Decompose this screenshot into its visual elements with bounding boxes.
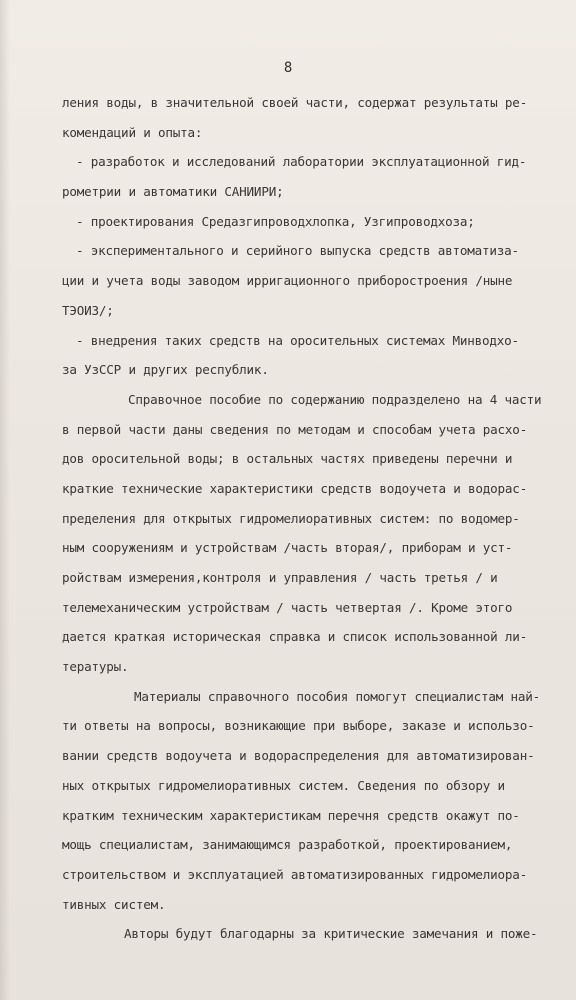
text-line: ТЭОИЗ/; (62, 302, 114, 318)
text-line: за УзССР и других республик. (62, 362, 269, 378)
text-line: - экспериментального и серийного выпуска средств автоматиза- (76, 243, 519, 259)
body-text (62, 88, 568, 949)
page-number: 8 (283, 60, 293, 76)
text-line: строительством и эксплуатацией автоматизированных гидромелиора- (62, 866, 528, 882)
text-line: Авторы будут благодарны за критические замечания и поже- (124, 926, 538, 942)
text-line: ти ответы на вопросы, возникающие при выборе, заказе и использо- (62, 718, 535, 734)
text-line: ным сооружениям и устройствам /часть вторая/, приборам и уст- (62, 540, 513, 556)
text-line: тивных систем. (62, 896, 166, 912)
text-line: ных открытых гидромелиоративных систем. Сведения по обзору и (62, 777, 505, 793)
text-line: - разработок и исследований лаборатории эксплуатационной гид- (76, 154, 527, 170)
text-line: в первой части даны сведения по методам и способам учета расхо- (62, 421, 528, 437)
text-line: пределения для открытых гидромелиоративных систем: по водомер- (62, 510, 520, 526)
text-line: Материалы справочного пособия помогут специалистам най- (134, 688, 541, 704)
text-line: комендаций и опыта: (62, 124, 203, 140)
text-line: - проектирования Средазгипроводхлопка, Узгипроводхоза; (76, 213, 475, 229)
text-line: ройствам измерения,контроля и управления / часть третья / и (62, 570, 498, 585)
text-line: телемеханическим устройствам / часть четвертая /. Кроме этого (62, 599, 513, 615)
text-line: - внедрения таких средств на оросительных системах Минводхо- (76, 332, 519, 348)
text-line: ции и учета воды заводом ирригационного приборостроения /ныне (62, 273, 513, 289)
text-line: мощь специалистам, занимающимся разработкой, проектированием, (62, 837, 513, 853)
text-line: дается краткая историческая справка и список использованной ли- (62, 629, 528, 645)
text-line: рометрии и автоматики САНИИРИ; (62, 184, 284, 200)
text-line: Справочное пособие по содержанию подразделено на 4 части (128, 391, 542, 407)
text-line: краткие технические характеристики средств водоучета и водорас- (62, 480, 528, 496)
text-line: дов оросительной воды; в остальных частях приведены перечни и (62, 451, 513, 467)
text-line: тературы. (62, 659, 129, 675)
text-line: кратким техническим характеристикам перечня средств окажут по- (62, 807, 520, 823)
text-line: вании средств водоучета и водораспределения для автоматизирован- (62, 748, 535, 764)
text-line: ления воды, в значительной своей части, содержат результаты ре- (62, 95, 528, 110)
